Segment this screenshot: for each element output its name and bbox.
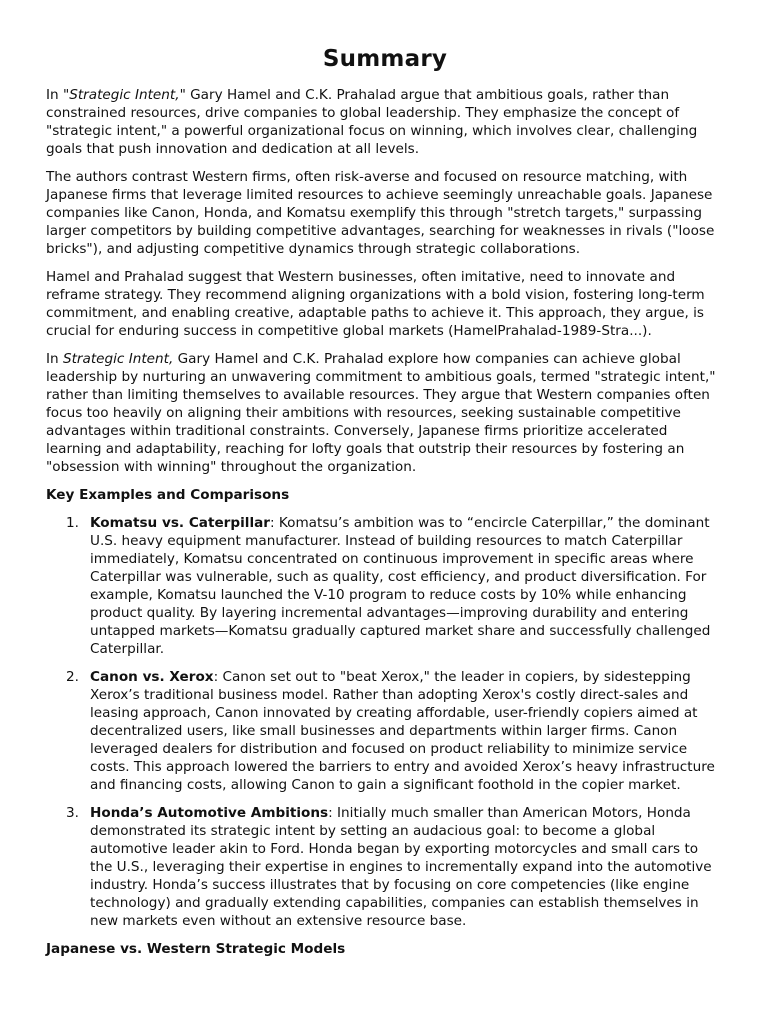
example-title: Canon vs. Xerox xyxy=(90,669,214,685)
list-item xyxy=(46,668,724,794)
example-text: : Komatsu’s ambition was to “encircle Caterpillar,” the dominant U.S. heavy equipment manufacturer. Instead of building resources to match Caterpillar immediately, Komatsu concentrated on continuous improvement in specific areas where Caterpillar was vulnerable, such as quality, cost efficiency, and product diversification. For example, Komatsu launched the V-10 program to reduce costs by 10% while enhancing product quality. By layering incremental advantages—improving durability and entering untapped markets—Komatsu gradually captured market share and successfully challenged Caterpillar. xyxy=(90,515,711,657)
list-number: 1. xyxy=(66,515,79,531)
example-title: Komatsu vs. Caterpillar xyxy=(90,515,270,531)
text-run: Gary Hamel and C.K. Prahalad explore how companies can achieve global leadership by nurturing an unwavering commitment to ambitious goals, termed "strategic intent," rather than limiting themselves to available resources. They argue that Western companies often focus too heavily on aligning their ambitions with resources, seeking sustainable competitive advantages within traditional constraints. Conversely, Japanese firms prioritize accelerated learning and adaptability, reaching for lofty goals that outstrip their resources by fostering an "obsession with winning" throughout the organization. xyxy=(46,351,716,475)
examples-list xyxy=(46,514,724,930)
text-run: In xyxy=(46,351,63,367)
paragraph-recommendation: Hamel and Prahalad suggest that Western businesses, often imitative, need to innovate and reframe strategy. They recommend aligning organizations with a bold vision, fostering long-term commitment, and enabling creative, adaptable paths to achieve it. This approach, they argue, is crucial for enduring success in competitive global markets (HamelPrahalad-1989-Stra...). xyxy=(46,269,705,339)
text-run: " Gary Hamel and C.K. Prahalad argue that ambitious goals, rather than constrained resources, drive companies to global leadership. They emphasize the concept of "strategic intent," a powerful organizational focus on winning, which involves clear, challenging goals that push innovation and dedication at all levels. xyxy=(46,87,698,157)
page-title: Summary xyxy=(322,46,448,72)
list-number: 3. xyxy=(66,805,79,821)
text-run: In " xyxy=(46,87,70,103)
section-heading-models: Japanese vs. Western Strategic Models xyxy=(46,941,346,957)
book-title: Strategic Intent, xyxy=(69,87,180,103)
list-number: 2. xyxy=(66,669,79,685)
section-heading-examples: Key Examples and Comparisons xyxy=(46,487,290,503)
paragraph-contrast: The authors contrast Western firms, often risk-averse and focused on resource matching, with Japanese firms that leverage limited resources to achieve seemingly unreachable goals. Japanese companies like Canon, Honda, and Komatsu exemplify this through "stretch targets," surpassing larger competitors by building competitive advantages, searching for weaknesses in rivals ("loose bricks"), and adjusting competitive dynamics through strategic collaborations. xyxy=(46,169,715,257)
list-item xyxy=(46,514,724,658)
example-text: : Canon set out to "beat Xerox," the leader in copiers, by sidestepping Xerox’s traditional business model. Rather than adopting Xerox's costly direct-sales and leasing approach, Canon innovated by creating affordable, user-friendly copiers aimed at decentralized users, like small businesses and departments within larger firms. Canon leveraged dealers for distribution and focused on product reliability to minimize service costs. This approach lowered the barriers to entry and avoided Xerox’s heavy infrastructure and financing costs, allowing Canon to gain a significant foothold in the copier market. xyxy=(90,669,715,793)
example-text: : Initially much smaller than American Motors, Honda demonstrated its strategic intent by setting an audacious goal: to become a global automotive leader akin to Ford. Honda began by exporting motorcycles and small cars to the U.S., leveraging their expertise in engines to incrementally expand into the automotive industry. Honda’s success illustrates that by focusing on core competencies (like engine technology) and gradually extending capabilities, companies can establish themselves in new markets even without an extensive resource base. xyxy=(90,805,712,929)
book-title: Strategic Intent, xyxy=(62,351,174,367)
example-title: Honda’s Automotive Ambitions xyxy=(90,805,329,821)
list-item xyxy=(46,804,724,930)
paragraph-overview xyxy=(46,350,724,476)
document-page xyxy=(46,44,724,968)
paragraph-intro xyxy=(46,86,724,158)
